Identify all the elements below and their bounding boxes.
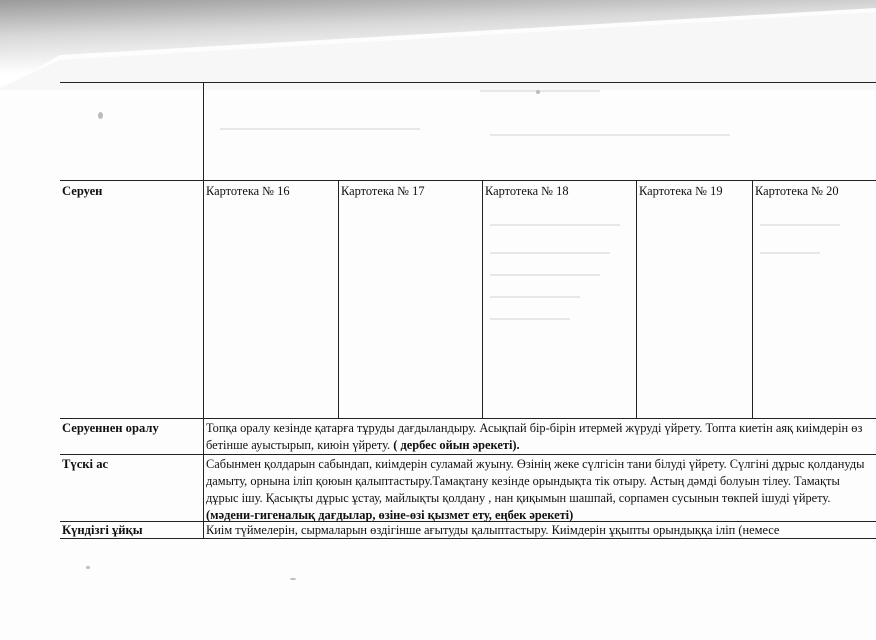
return-walk-text: Топқа оралу кезінде қатарға тұруды дағдыландыру. Асықпай бір-бірін итермей жүруді үйрету. Топта киетін аяқ киімдерін өз бетінше ауыстырып, киюін үйрету. ( дербес ойын әрекеті).: [206, 421, 863, 452]
card-18: Картотека № 18: [485, 184, 569, 198]
card-19: Картотека № 19: [639, 184, 723, 198]
card-20: Картотека № 20: [755, 184, 839, 198]
schedule-table: [60, 82, 876, 542]
speck: [290, 578, 296, 580]
card-16: Картотека № 16: [206, 184, 290, 198]
row-label-nap: Күндізгі ұйқы: [62, 523, 143, 537]
lunch-activity: (мәдени-гигеналық дағдылар, өзіне-өзі қызмет ету, еңбек әрекеті): [206, 508, 574, 522]
lunch-text: Сабынмен қолдарын сабындап, киімдерін суламай жуыну. Өзінің жеке сүлгісін тани білуді үйрету. Сүлгіні дұрыс қолдануды дамыту, орнына іліп қоюын қалыптастыру.Тамақтану кезінде орындықта тік отыру. Астың дәмді болуын тілеу. Тамақты дұрыс ішу. Қасықты дұрыс ұстау, майлықты қолдану , нан қиқымын шашпай, сорпамен сусынын төкпей ішуді үйрету. (мәдени-гигеналық дағдылар, өзіне-өзі қызмет ету, еңбек әрекеті): [206, 457, 865, 522]
return-walk-activity: ( дербес ойын әрекеті).: [393, 438, 520, 452]
speck: [86, 566, 90, 569]
card-17: Картотека № 17: [341, 184, 425, 198]
row-label-return-walk: Серуеннен оралу: [62, 421, 159, 435]
nap-text: Киім түймелерін, сырмаларын өздігінше ағытуды қалыптастыру. Киімдерін ұқыпты орындыққа іліп (немесе: [206, 523, 780, 537]
row-label-walk: Серуен: [62, 184, 103, 198]
row-label-lunch: Түскі ас: [62, 457, 109, 471]
